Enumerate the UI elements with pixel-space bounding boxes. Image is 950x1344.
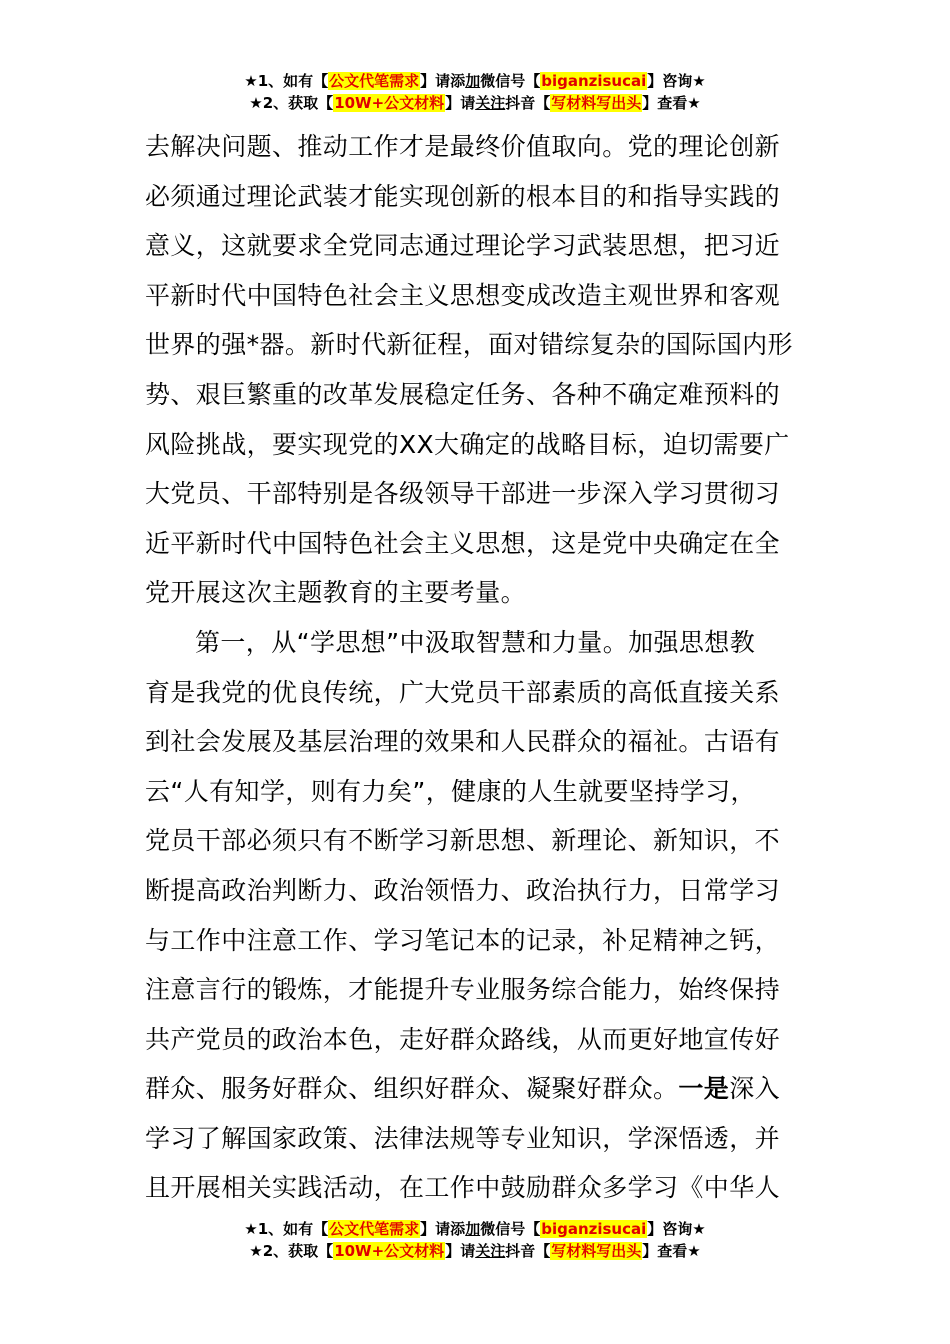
body-line: 与工作中注意工作、学习笔记本的记录，补足精神之钙，	[145, 925, 781, 955]
body-line: 党员干部必须只有不断学习新思想、新理论、新知识，不	[145, 826, 781, 856]
banner-text: 】请添	[420, 1220, 466, 1238]
banner-text: ★2、获取【	[249, 94, 334, 112]
body-line: 近平新时代中国特色社会主义思想，这是党中央确定在全	[145, 528, 781, 558]
body-text-run: 深入	[729, 1074, 781, 1104]
banner-text: 微信号【	[480, 72, 541, 90]
body-bold-run: 一是	[678, 1074, 730, 1104]
banner-underlined: 加	[465, 72, 481, 90]
banner-highlight: 10W+公文材料	[334, 94, 445, 112]
banner-text: ★1、如有【	[244, 72, 329, 90]
body-line: 平新时代中国特色社会主义思想变成改造主观世界和客观	[145, 280, 781, 310]
banner-line-1	[0, 70, 950, 92]
body-line: 注意言行的锻炼，才能提升专业服务综合能力，始终保持	[145, 975, 781, 1005]
banner-text: 】查看★	[642, 94, 701, 112]
body-line: 世界的强*器。新时代新征程，面对错综复杂的国际国内形	[145, 330, 793, 360]
banner-highlight: 公文代笔需求	[329, 1220, 420, 1238]
body-line: 且开展相关实践活动，在工作中鼓励群众多学习《中华人	[145, 1173, 781, 1203]
body-line: 风险挑战，要实现党的XX大确定的战略目标，迫切需要广	[145, 429, 790, 459]
banner-text: 微信号【	[480, 1220, 541, 1238]
body-line: 党开展这次主题教育的主要考量。	[145, 578, 527, 608]
banner-highlight: 公文代笔需求	[329, 72, 420, 90]
banner-text: ★1、如有【	[244, 1220, 329, 1238]
banner-wechat-id: biganzisucai	[541, 72, 647, 90]
banner-text: 】请	[445, 94, 476, 112]
body-line: 大党员、干部特别是各级领导干部进一步深入学习贯彻习	[145, 479, 781, 509]
banner-text: ★2、获取【	[249, 1242, 334, 1260]
banner-underlined: 关注	[475, 1242, 506, 1260]
banner-underlined: 关注	[475, 94, 506, 112]
body-line: 必须通过理论武装才能实现创新的根本目的和指导实践的	[145, 181, 781, 211]
header-banner	[0, 70, 950, 114]
banner-douyin-id: 写材料写出头	[551, 94, 642, 112]
banner-text: 抖音【	[505, 94, 551, 112]
footer-banner	[0, 1218, 950, 1262]
body-line-mixed	[145, 1064, 805, 1114]
banner-text: 】请添	[420, 72, 466, 90]
body-line: 学习了解国家政策、法律法规等专业知识，学深悟透，并	[145, 1123, 781, 1153]
body-line: 意义，这就要求全党同志通过理论学习武装思想，把习近	[145, 231, 781, 261]
banner-highlight: 10W+公文材料	[334, 1242, 445, 1260]
banner-line-2	[0, 92, 950, 114]
banner-text: 】咨询★	[647, 72, 706, 90]
body-line: 云“人有知学，则有力矣”，健康的人生就要坚持学习，	[145, 776, 756, 806]
banner-line-1	[0, 1218, 950, 1240]
banner-text: 】请	[445, 1242, 476, 1260]
paragraph-start-line: 第一，从“学思想”中汲取智慧和力量。加强思想教	[195, 627, 756, 657]
body-line: 到社会发展及基层治理的效果和人民群众的福祉。古语有	[145, 727, 781, 757]
body-text-run: 群众、服务好群众、组织好群众、凝聚好群众。	[145, 1074, 679, 1104]
banner-wechat-id: biganzisucai	[541, 1220, 647, 1238]
banner-text: 】查看★	[642, 1242, 701, 1260]
banner-douyin-id: 写材料写出头	[551, 1242, 642, 1260]
body-line: 断提高政治判断力、政治领悟力、政治执行力，日常学习	[145, 875, 781, 905]
body-line: 育是我党的优良传统，广大党员干部素质的高低直接关系	[145, 677, 781, 707]
body-line: 共产党员的政治本色，走好群众路线，从而更好地宣传好	[145, 1024, 781, 1054]
banner-line-2	[0, 1240, 950, 1262]
body-line: 势、艰巨繁重的改革发展稳定任务、各种不确定难预料的	[145, 379, 781, 409]
banner-text: 抖音【	[505, 1242, 551, 1260]
body-line: 去解决问题、推动工作才是最终价值取向。党的理论创新	[145, 132, 781, 161]
banner-text: 】咨询★	[647, 1220, 706, 1238]
document-body	[145, 122, 805, 1213]
banner-underlined: 加	[465, 1220, 481, 1238]
